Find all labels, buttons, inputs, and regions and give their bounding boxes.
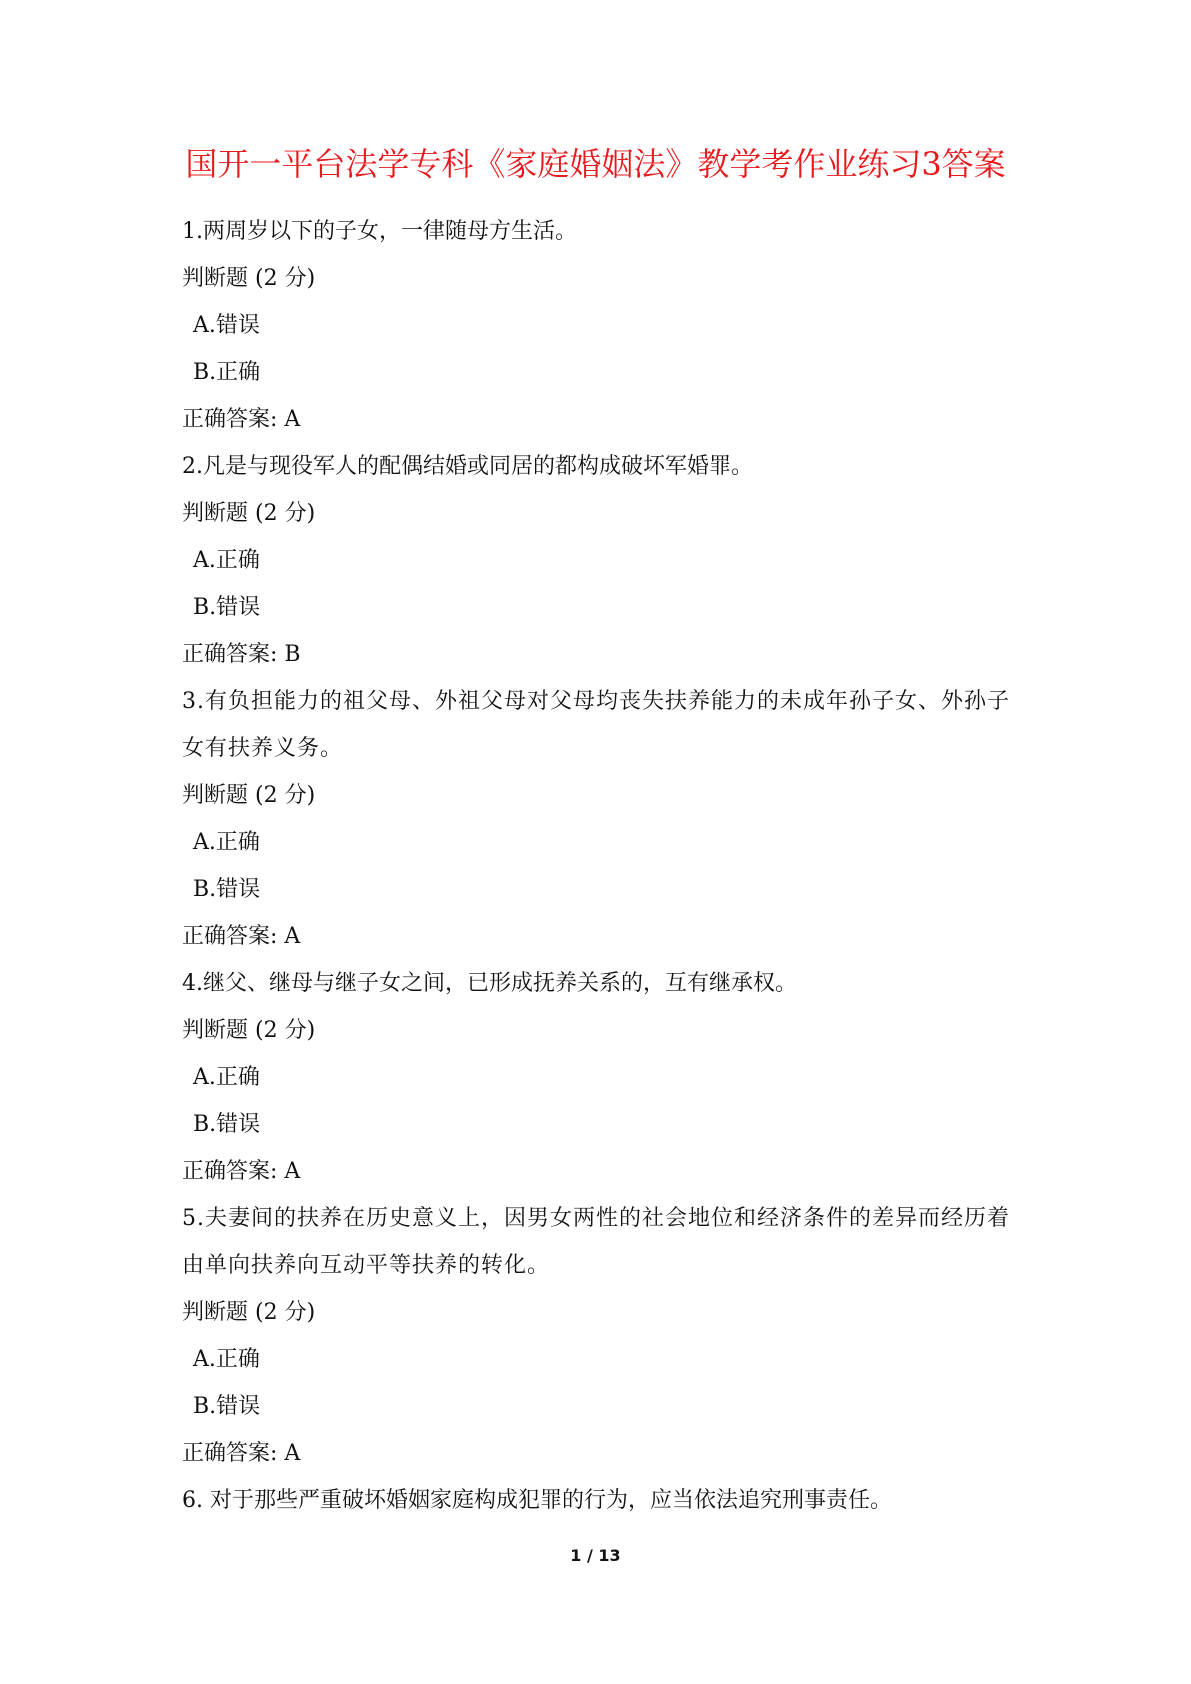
option-b: B.错误 xyxy=(193,595,261,620)
option-b: B.错误 xyxy=(193,1394,261,1419)
option-a: A.正确 xyxy=(193,548,260,573)
correct-answer: 正确答案: A xyxy=(182,407,301,432)
question-stem: 2.凡是与现役军人的配偶结婚或同居的都构成破坏军婚罪。 xyxy=(182,454,753,479)
question-item xyxy=(182,960,1022,1195)
correct-answer: 正确答案: A xyxy=(182,1441,301,1466)
question-stem: 6. 对于那些严重破坏婚姻家庭构成犯罪的行为，应当依法追究刑事责任。 xyxy=(182,1488,892,1513)
correct-answer: 正确答案: A xyxy=(182,924,301,949)
question-type: 判断题 (2 分) xyxy=(182,266,316,291)
question-stem: 5.夫妻间的扶养在历史意义上，因男女两性的社会地位和经济条件的差异而经历着由单向扶养向互动平等扶养的转化。 xyxy=(182,1206,1010,1278)
option-a: A.正确 xyxy=(193,1065,260,1090)
option-a: A.正确 xyxy=(193,1347,260,1372)
question-item xyxy=(182,443,1022,678)
question-list xyxy=(182,208,1022,1524)
page-number: 1 / 13 xyxy=(570,1546,621,1565)
question-type: 判断题 (2 分) xyxy=(182,783,316,808)
correct-answer: 正确答案: A xyxy=(182,1159,301,1184)
question-item xyxy=(182,678,1022,960)
question-type: 判断题 (2 分) xyxy=(182,1018,316,1043)
question-type: 判断题 (2 分) xyxy=(182,501,316,526)
question-stem: 1.两周岁以下的子女，一律随母方生活。 xyxy=(182,219,577,244)
document-title: 国开一平台法学专科《家庭婚姻法》教学考作业练习3答案 xyxy=(185,145,1006,183)
option-b: B.正确 xyxy=(193,360,261,385)
question-item xyxy=(182,208,1022,443)
correct-answer: 正确答案: B xyxy=(182,642,301,667)
question-item xyxy=(182,1477,1022,1524)
question-type: 判断题 (2 分) xyxy=(182,1300,316,1325)
question-stem: 4.继父、继母与继子女之间，已形成抚养关系的，互有继承权。 xyxy=(182,971,797,996)
question-stem: 3.有负担能力的祖父母、外祖父母对父母均丧失扶养能力的未成年孙子女、外孙子女有扶养义务。 xyxy=(182,689,1010,761)
question-item xyxy=(182,1195,1022,1477)
option-b: B.错误 xyxy=(193,1112,261,1137)
option-b: B.错误 xyxy=(193,877,261,902)
option-a: A.错误 xyxy=(193,313,260,338)
option-a: A.正确 xyxy=(193,830,260,855)
